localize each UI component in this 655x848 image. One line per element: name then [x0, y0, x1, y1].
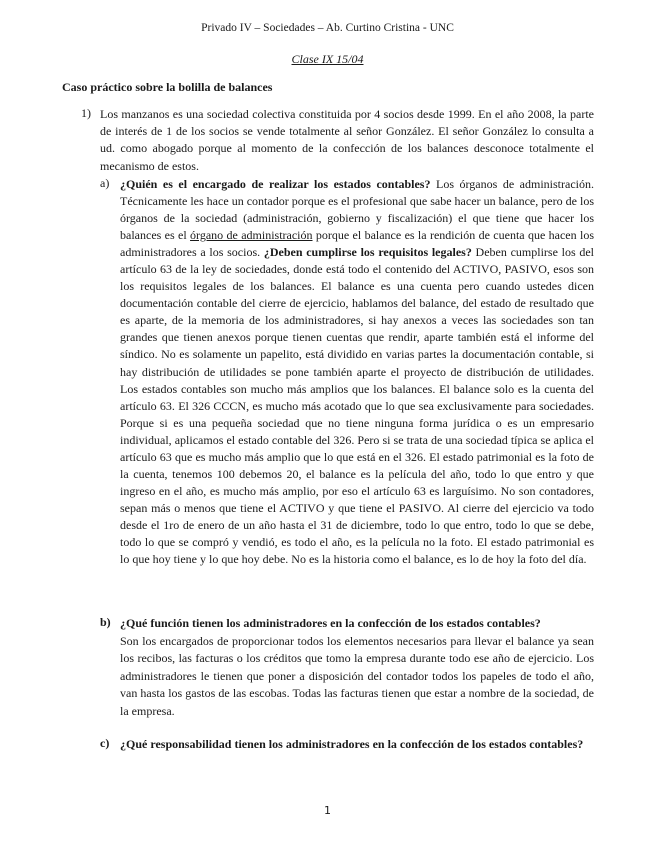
running-header: Privado IV – Sociedades – Ab. Curtino Cristina - UNC [201, 22, 454, 34]
item-b-answer: Son los encargados de proporcionar todos los elementos necesarios para llevar el balance ya sean los recibos, las facturas o los créditos que tomo la empresa durante todo ese año de ejercicio. Los administradores le tienen que poner a disposición del contador todos los papeles de todo el año, van hasta los gastos de las escobas. Todas las facturas tienen que estar a nombre de la sociedad, de la empresa. [120, 633, 594, 718]
class-title: Clase IX 15/04 [291, 52, 364, 66]
item-c-label: c) [100, 736, 110, 750]
item-a-text-1: Los órganos de administración. Técnicamente les hace un contador porque es el profesional que sabe hacer un balance, pero de los órganos de la sociedad (administración, gobierno y fiscalización) el que tiene que hacer los balances es el [120, 177, 594, 243]
case-paragraph: Los manzanos es una sociedad colectiva constituida por 4 socios desde 1999. En el año 2008, la parte de interés de 1 de los socios se vende totalmente al señor González. El señor González lo consulta a ud. como abogado porque al momento de la confección de los balances desconoce totalmente el mecanismo de estos. [100, 107, 594, 173]
item-a-question-1: ¿Quién es el encargado de realizar los estados contables? [120, 177, 431, 191]
item-a-underlined-term: órgano de administración [190, 228, 313, 243]
item-a-paragraph [120, 176, 594, 568]
section-heading: Caso práctico sobre la bolilla de balances [62, 80, 273, 94]
case-number: 1) [81, 106, 91, 120]
item-a-text-3: Deben cumplirse los del artículo 63 de la ley de sociedades, donde está todo el contenido del ACTIVO, PASIVO, esos son los requisitos legales de los balances. El balance es una cuenta pero cuando ustedes dicen documentación contable del cierre de ejercicio, hablamos del balance, del estado de resultado que es aparte, de la memoria de los administradores, si hay anexos a veces las sociedades son tan grandes que tienen anexos porque tienen cuentas que rendir, aparte también está el informe del síndico. No es solamente un papelito, está dividido en varias partes la documentación contable, si hay distribución de utilidades se pone también aparte el proyecto de distribución de utilidades. Los estados contables son mucho más amplios que los balances. El balance solo es la cuenta del artículo 63. El 326 CCCN, es mucho más acotado que lo que sea exclusivamente para sociedades. Porque si es una pequeña sociedad que no tiene ninguna forma jurídica o es un empresario individual, aplicamos el estado contable del 326. Pero si se trata de una sociedad típica se aplica el artículo 63 que es mucho más amplio que lo que está en el 326. El estado patrimonial es la foto de la cuenta, tenemos 100 debemos 20, el balance es la película del año, todo lo que entro y que ingreso en el año, es mucho más amplio, por eso el artículo 63 es larguísimo. No son contadores, sepan más o menos que tiene el ACTIVO y que tiene el PASIVO. Al cierre del ejercicio va todo desde el 1ro de enero de un año hasta el 31 de diciembre, todo lo que entro, todo lo que se debe, todo lo que se compró y vendió, es todo el año, es la película no la foto. El estado patrimonial es lo que hoy tiene y lo que hoy debe. No es la historia como el balance, es lo de hoy la foto del día. [120, 245, 594, 567]
item-c-question: ¿Qué responsabilidad tienen los administradores en la confección de los estados contables? [120, 737, 584, 751]
item-b-question: ¿Qué función tienen los administradores en la confección de los estados contables? [120, 616, 541, 630]
item-a-question-2: ¿Deben cumplirse los requisitos legales? [263, 245, 472, 260]
item-a-text-2: porque el balance es la rendición de cuenta que hacen los administradores a los socios. [120, 228, 594, 260]
item-b-label: b) [100, 615, 111, 629]
page-number: 1 [324, 804, 331, 817]
item-b-paragraph [120, 615, 594, 721]
item-a-label: a) [100, 176, 110, 190]
